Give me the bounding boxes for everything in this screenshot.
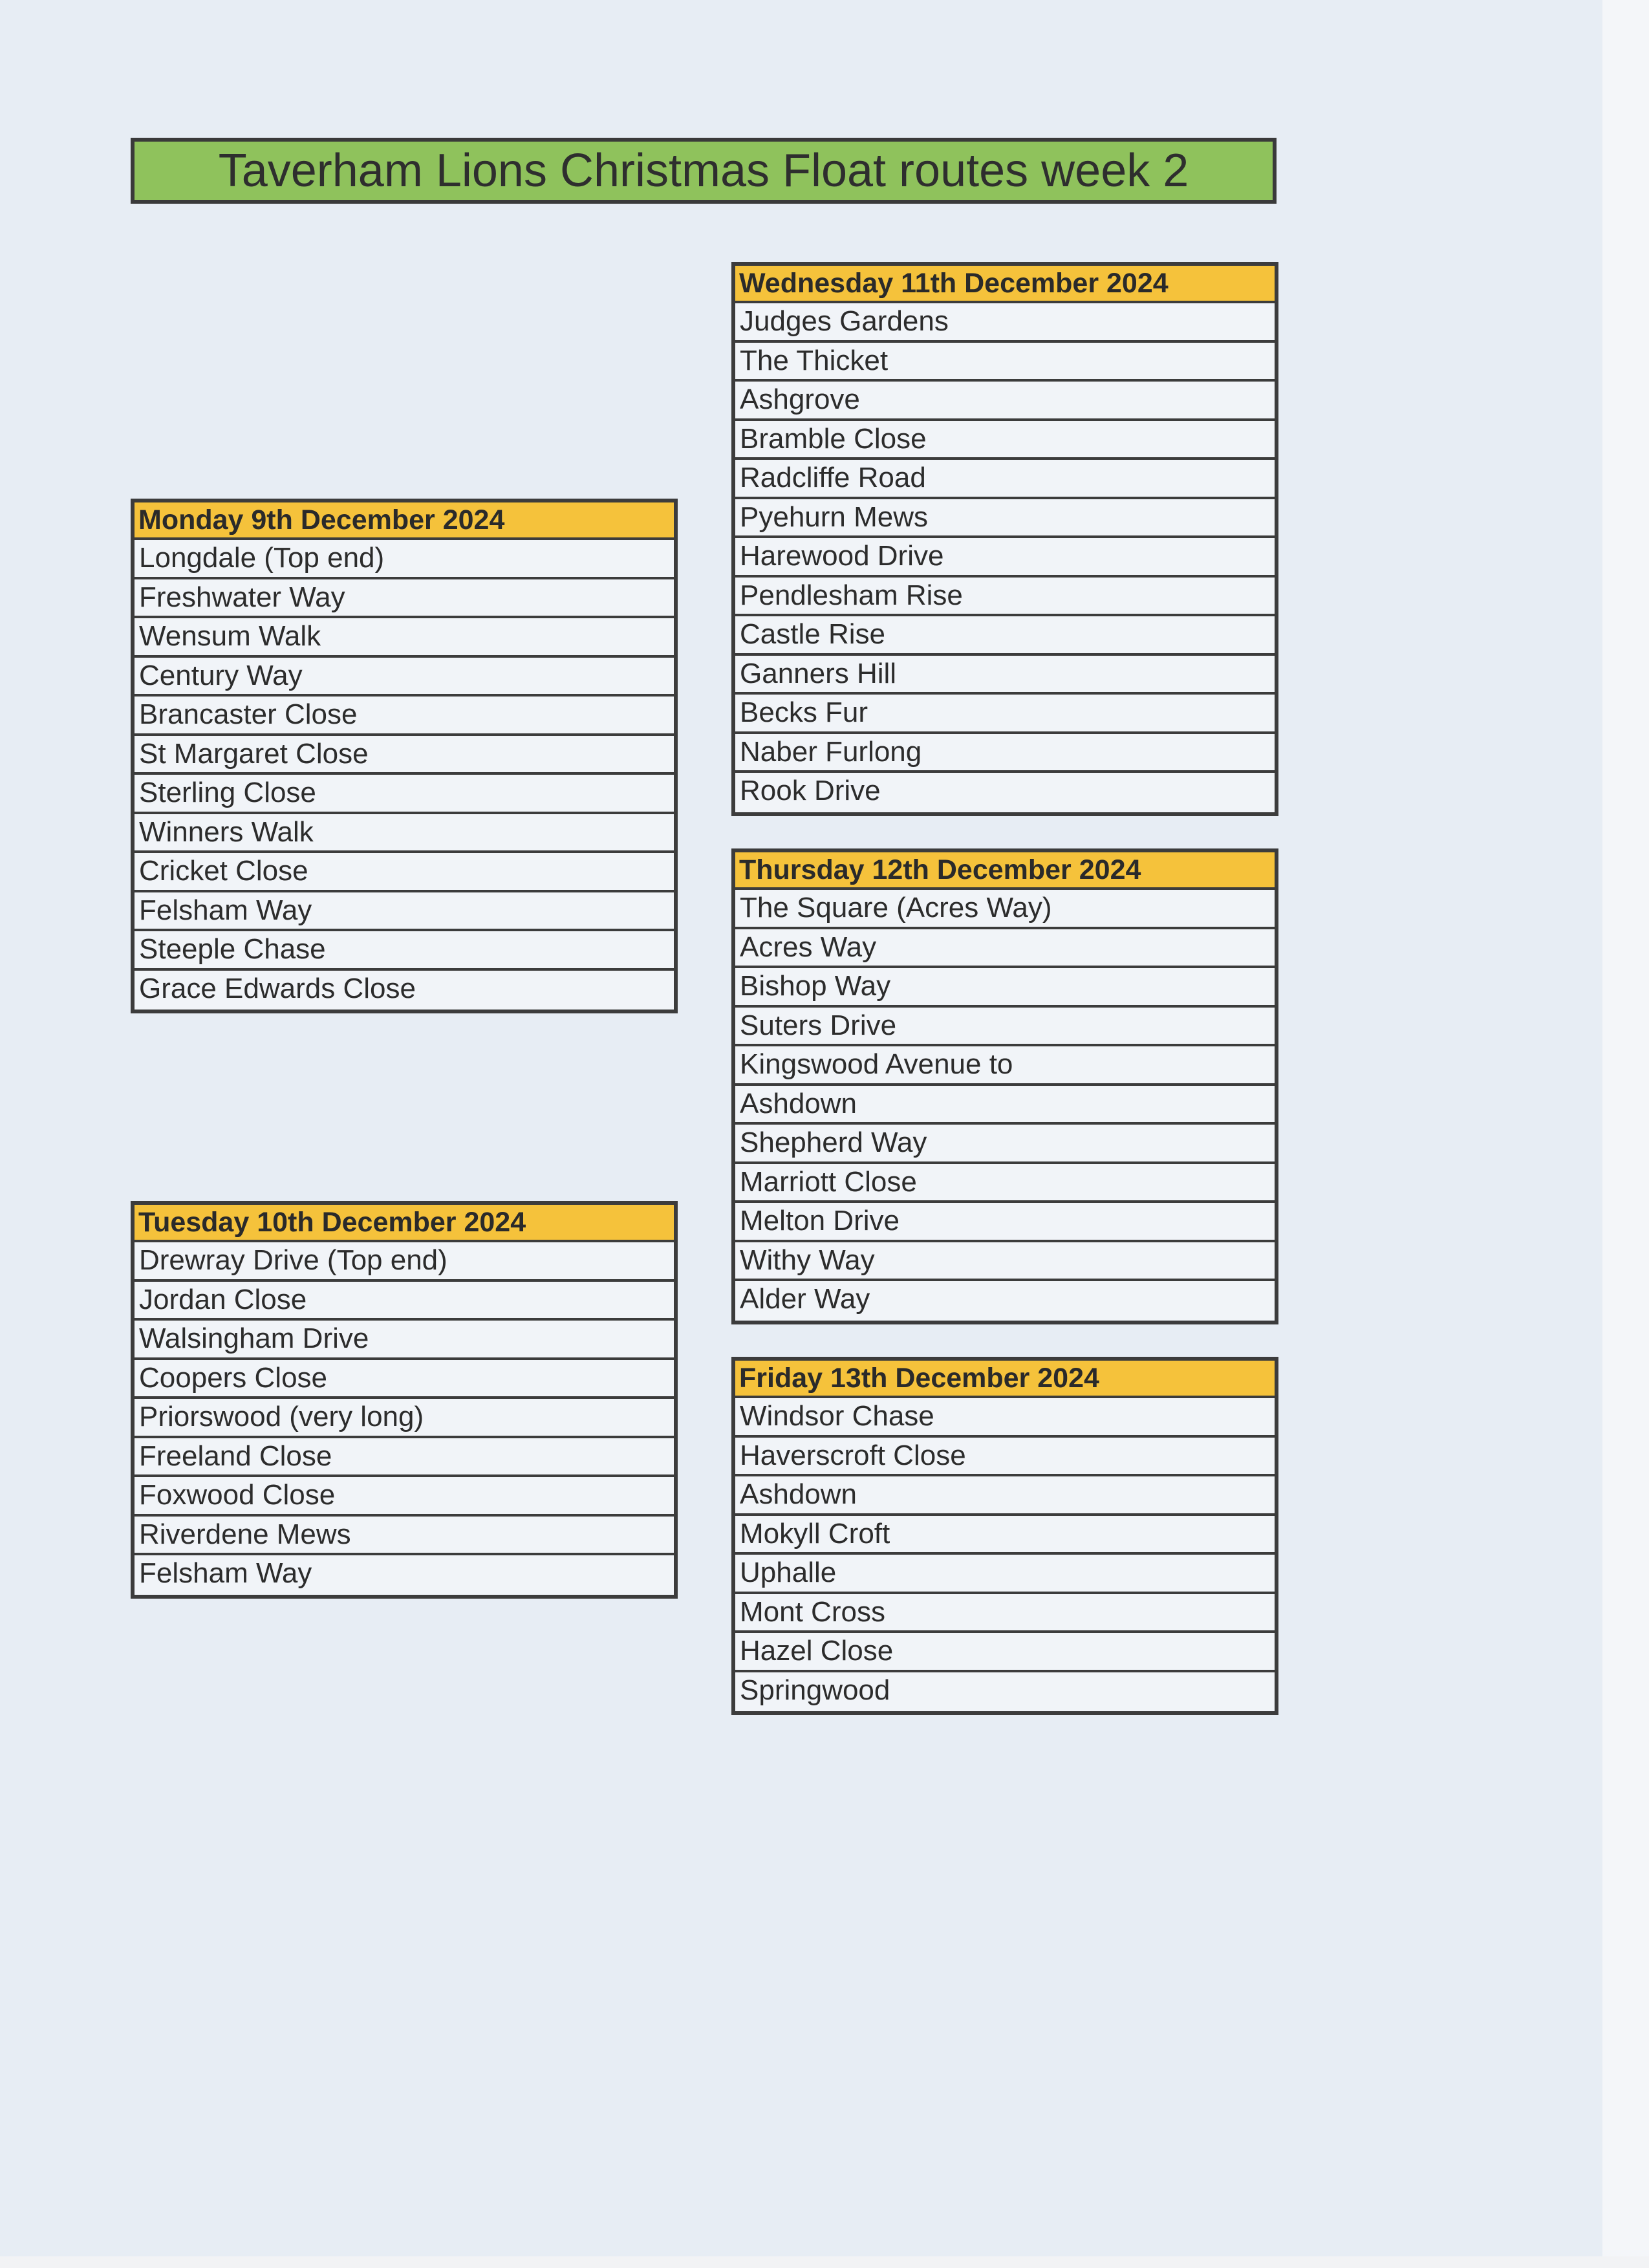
day-header: Wednesday 11th December 2024 bbox=[735, 266, 1275, 303]
street-row: Grace Edwards Close bbox=[139, 972, 416, 1004]
street-row: Ganners Hill bbox=[735, 656, 1275, 695]
street-row: Melton Drive bbox=[735, 1203, 1275, 1242]
street-row: Rook Drive bbox=[740, 775, 881, 806]
street-row: Brancaster Close bbox=[135, 697, 674, 736]
street-row: Uphalle bbox=[735, 1555, 1275, 1594]
street-row: Pyehurn Mews bbox=[735, 499, 1275, 539]
street-row: Withy Way bbox=[735, 1242, 1275, 1282]
day-header: Thursday 12th December 2024 bbox=[735, 852, 1275, 890]
route-table-thursday bbox=[731, 848, 1278, 1324]
street-row: Felsham Way bbox=[135, 892, 674, 932]
street-row: Suters Drive bbox=[735, 1008, 1275, 1047]
street-row: Ashgrove bbox=[735, 382, 1275, 421]
street-row: St Margaret Close bbox=[135, 736, 674, 775]
route-table-wednesday bbox=[731, 262, 1278, 816]
street-row: The Square (Acres Way) bbox=[735, 890, 1275, 929]
page-title: Taverham Lions Christmas Float routes week 2 bbox=[131, 138, 1277, 204]
route-table-friday bbox=[731, 1357, 1278, 1715]
day-header: Tuesday 10th December 2024 bbox=[135, 1205, 674, 1242]
street-row: Mokyll Croft bbox=[735, 1516, 1275, 1555]
street-row: Castle Rise bbox=[735, 616, 1275, 656]
street-row: Pendlesham Rise bbox=[735, 578, 1275, 617]
street-row: Alder Way bbox=[740, 1283, 870, 1315]
route-table-tuesday bbox=[131, 1201, 678, 1599]
street-row: Ashdown bbox=[735, 1476, 1275, 1516]
street-row: Hazel Close bbox=[735, 1633, 1275, 1672]
street-row: Judges Gardens bbox=[735, 303, 1275, 343]
day-header: Friday 13th December 2024 bbox=[735, 1361, 1275, 1398]
street-row: Springwood bbox=[740, 1674, 890, 1706]
street-row: Ashdown bbox=[735, 1086, 1275, 1125]
street-row: Winners Walk bbox=[135, 814, 674, 854]
street-row: Century Way bbox=[135, 658, 674, 697]
street-row: Freeland Close bbox=[135, 1438, 674, 1478]
street-row: Felsham Way bbox=[139, 1557, 312, 1589]
page-bottom-edge bbox=[0, 2256, 1649, 2268]
street-row: Steeple Chase bbox=[135, 931, 674, 971]
street-row: Foxwood Close bbox=[135, 1477, 674, 1517]
street-row: Naber Furlong bbox=[735, 734, 1275, 773]
street-row: Priorswood (very long) bbox=[135, 1399, 674, 1438]
street-row: Wensum Walk bbox=[135, 618, 674, 658]
street-row: The Thicket bbox=[735, 343, 1275, 382]
street-row: Mont Cross bbox=[735, 1594, 1275, 1634]
day-header: Monday 9th December 2024 bbox=[135, 502, 674, 540]
street-row: Windsor Chase bbox=[735, 1398, 1275, 1438]
street-row: Kingswood Avenue to bbox=[735, 1046, 1275, 1086]
street-row: Longdale (Top end) bbox=[135, 540, 674, 579]
street-row: Becks Fur bbox=[735, 695, 1275, 734]
street-row: Sterling Close bbox=[135, 775, 674, 814]
street-row: Radcliffe Road bbox=[735, 460, 1275, 499]
street-row: Bishop Way bbox=[735, 968, 1275, 1008]
street-row: Jordan Close bbox=[135, 1282, 674, 1321]
street-row: Walsingham Drive bbox=[135, 1321, 674, 1360]
street-row: Drewray Drive (Top end) bbox=[135, 1242, 674, 1282]
street-row: Coopers Close bbox=[135, 1360, 674, 1399]
street-row: Shepherd Way bbox=[735, 1125, 1275, 1164]
page-edge bbox=[1602, 0, 1649, 2268]
street-row: Haverscroft Close bbox=[735, 1438, 1275, 1477]
street-row: Harewood Drive bbox=[735, 538, 1275, 578]
street-row: Cricket Close bbox=[135, 853, 674, 892]
street-row: Riverdene Mews bbox=[135, 1517, 674, 1556]
street-row: Freshwater Way bbox=[135, 579, 674, 619]
street-row: Bramble Close bbox=[735, 421, 1275, 460]
route-table-monday bbox=[131, 499, 678, 1013]
street-row: Marriott Close bbox=[735, 1164, 1275, 1204]
street-row: Acres Way bbox=[735, 929, 1275, 969]
